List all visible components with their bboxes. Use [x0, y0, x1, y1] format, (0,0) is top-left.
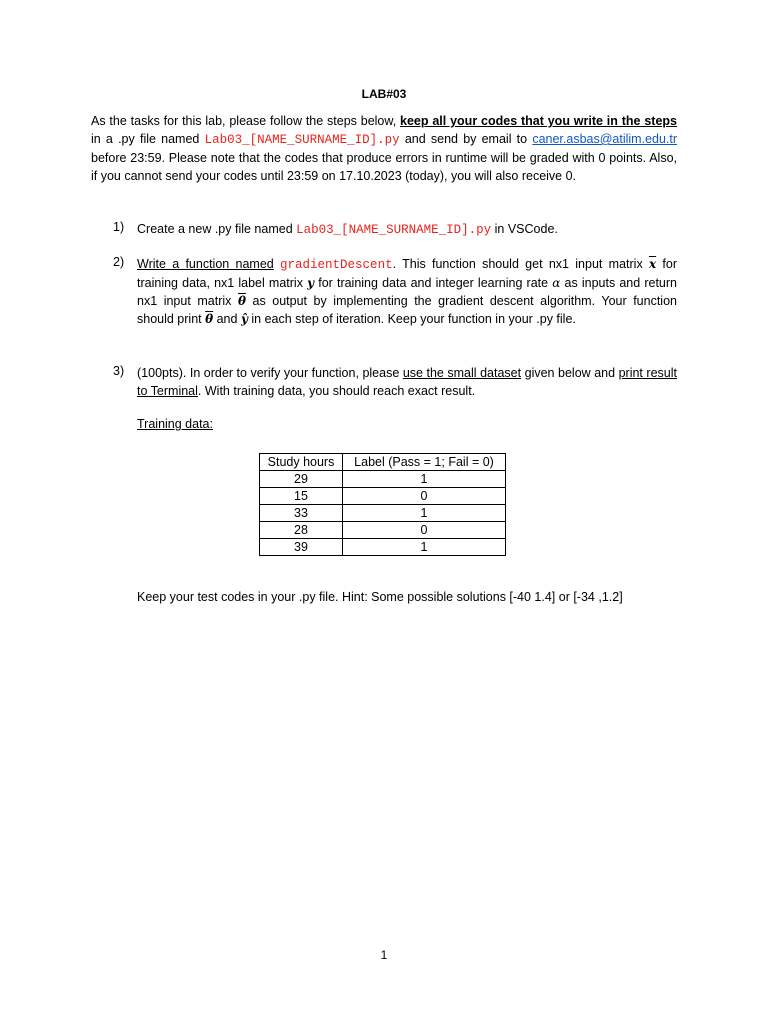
table-row — [260, 539, 506, 556]
table-row — [260, 471, 506, 488]
y-matrix-symbol: y — [307, 276, 315, 290]
intro-text-2: in a .py file named — [91, 132, 205, 146]
step-2-underlined-text: Write a function named — [137, 257, 274, 271]
intro-bold-instruction: keep all your codes that you write in the steps — [400, 114, 677, 128]
training-data-label: Training data: — [137, 417, 213, 431]
theta-symbol-print: $\overline{\theta}$ — [205, 312, 214, 326]
email-link[interactable]: caner.asbas@atilim.edu.tr — [532, 132, 678, 146]
theta-symbol: $\overline{\theta}$ — [237, 294, 246, 308]
table-header-study-hours: Study hours — [260, 454, 343, 471]
step-3-number: 3) — [113, 364, 125, 378]
function-name: gradientDescent — [280, 258, 393, 272]
step-2-text-1: . This function should get nx1 input matrix — [392, 257, 649, 271]
step-2-text-3: for training data and integer learning rate — [314, 276, 553, 290]
step-1-filename: Lab03_[NAME_SURNAME_ID].py — [296, 223, 492, 237]
table-cell-label: 0 — [343, 488, 506, 505]
step-2-text — [137, 255, 677, 328]
step-2-text-6: and — [213, 312, 241, 326]
table-row — [260, 522, 506, 539]
y-hat-symbol: ŷ — [240, 312, 248, 326]
table-header-row — [260, 454, 506, 471]
intro-filename: Lab03_[NAME_SURNAME_ID].py — [204, 133, 400, 147]
step-1-text-2: in VSCode. — [491, 222, 558, 236]
step-1-text-1: Create a new .py file named — [137, 222, 297, 236]
table-cell-label: 0 — [343, 522, 506, 539]
step-2-number: 2) — [113, 255, 125, 269]
training-data-table — [259, 453, 506, 556]
table-cell-hours: 33 — [260, 505, 343, 522]
step-3-text-1: (100pts). In order to verify your function, please — [137, 366, 403, 380]
intro-paragraph — [91, 112, 677, 185]
step-2-text-2: for training data, nx1 label matrix — [137, 257, 678, 290]
page-number: 1 — [380, 948, 388, 962]
table-cell-hours: 29 — [260, 471, 343, 488]
step-1-number: 1) — [113, 220, 125, 234]
step-3-underlined-print: print result to Terminal — [137, 366, 677, 398]
table-cell-label: 1 — [343, 471, 506, 488]
table-cell-label: 1 — [343, 505, 506, 522]
step-2-text-7: in each step of iteration. Keep your function in your .py file. — [247, 312, 576, 326]
step-2-text-4: as inputs and return nx1 input matrix — [137, 276, 677, 308]
step-3-text-2: given below and — [521, 366, 619, 380]
table-cell-label: 1 — [343, 539, 506, 556]
intro-text-3: and send by email to — [399, 132, 533, 146]
step-3-underlined-dataset: use the small dataset — [402, 366, 522, 380]
hint-text: Keep your test codes in your .py file. Hint: Some possible solutions [-40 1.4] or [-34 ,1.2] — [137, 590, 623, 604]
step-1-text — [137, 220, 677, 239]
step-3-text-3: . With training data, you should reach exact result. — [197, 384, 476, 398]
step-2-text-5: as output by implementing the gradient descent algorithm. Your function should print — [137, 294, 677, 326]
x-matrix-symbol: $\overline{x}$ — [648, 257, 657, 271]
table-header-label: Label (Pass = 1; Fail = 0) — [343, 454, 506, 471]
step-3-text — [137, 364, 677, 400]
table-cell-hours: 39 — [260, 539, 343, 556]
page-title: LAB#03 — [361, 87, 407, 101]
intro-text-1: As the tasks for this lab, please follow the steps below, — [91, 114, 401, 128]
alpha-symbol: α — [552, 276, 561, 290]
intro-text-4: before 23:59. Please note that the codes that produce errors in runtime will be graded with 0 points. Also, if you cannot send your codes until 23:59 on 17.10.2023 (today), you will also receive 0. — [91, 151, 677, 183]
table-row — [260, 488, 506, 505]
table-row — [260, 505, 506, 522]
table-cell-hours: 28 — [260, 522, 343, 539]
table-cell-hours: 15 — [260, 488, 343, 505]
